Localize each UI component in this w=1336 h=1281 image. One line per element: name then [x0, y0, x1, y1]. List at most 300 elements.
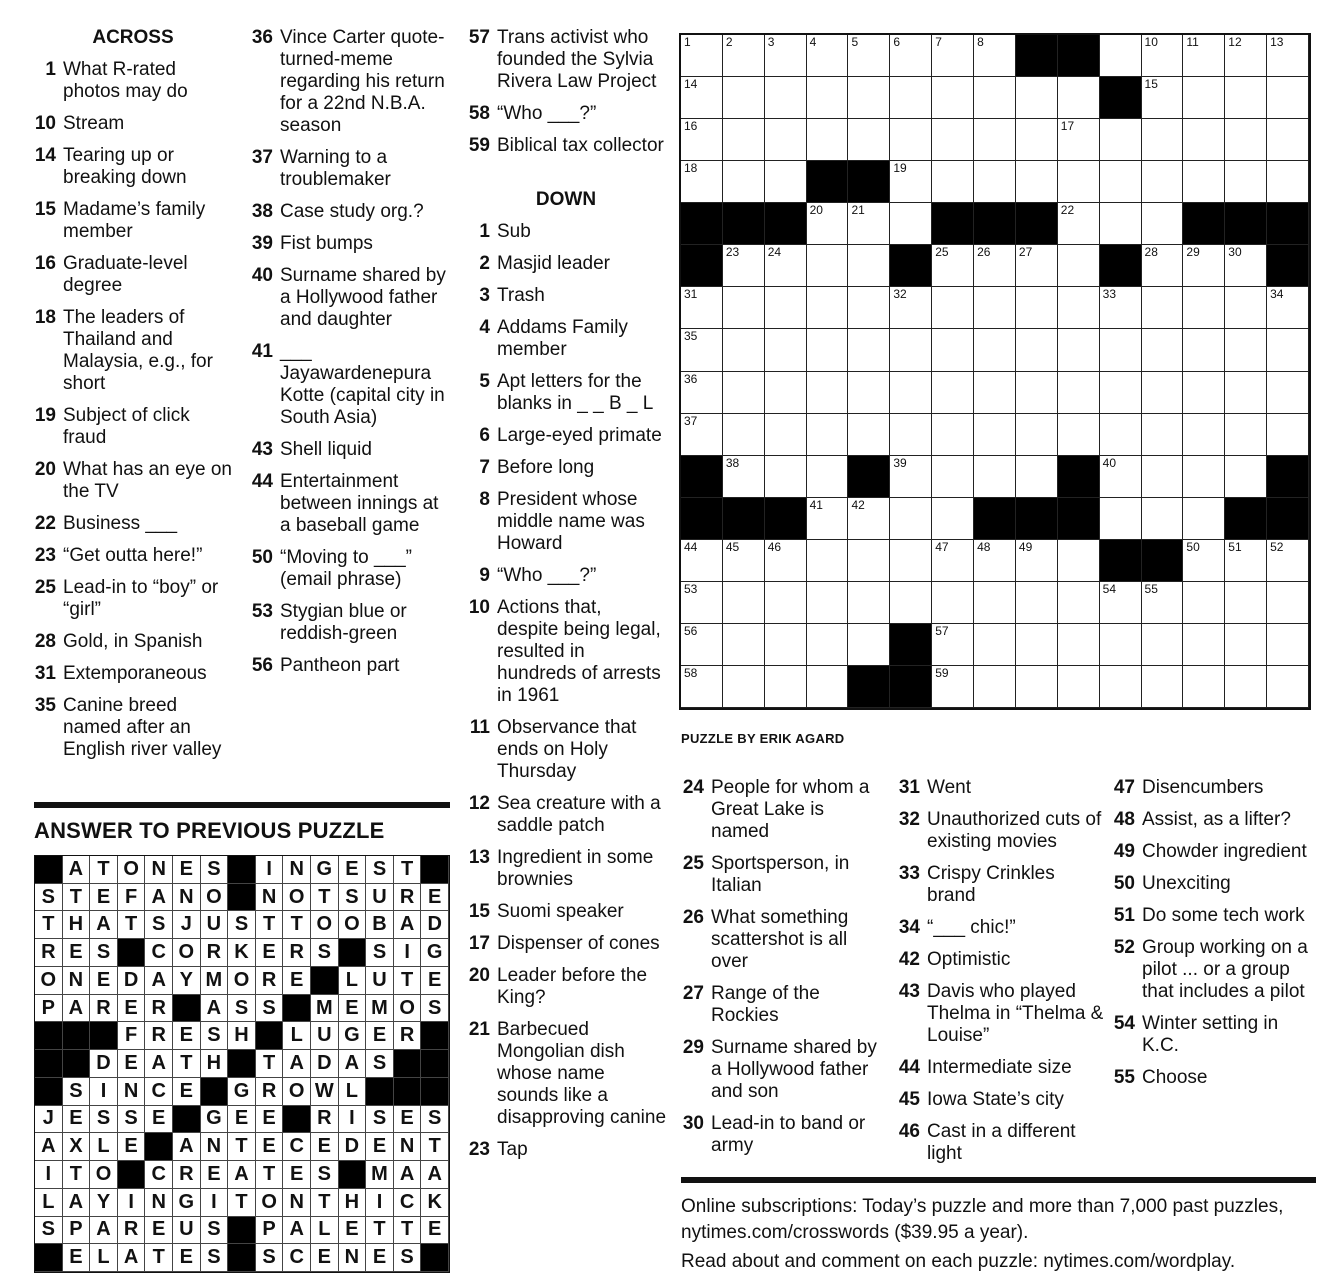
grid-cell[interactable] — [1225, 582, 1267, 624]
grid-cell[interactable] — [681, 119, 723, 161]
clue — [249, 27, 449, 137]
clue — [680, 1037, 885, 1103]
clue-text: Vince Carter quote-turned-meme regarding his return for a 22nd N.B.A. season — [280, 27, 445, 136]
grid-cell[interactable] — [1183, 329, 1225, 371]
grid-cell[interactable] — [1058, 245, 1100, 287]
grid-cell[interactable] — [807, 414, 849, 456]
grid-cell[interactable] — [974, 372, 1016, 414]
grid-cell[interactable] — [807, 624, 849, 666]
clue — [466, 425, 666, 447]
answer-letter: E — [228, 1106, 256, 1134]
grid-cell[interactable] — [974, 456, 1016, 498]
grid-cell[interactable] — [681, 540, 723, 582]
grid-cell[interactable] — [932, 540, 974, 582]
answer-letter: S — [90, 1106, 118, 1134]
grid-cell[interactable] — [765, 540, 807, 582]
grid-cell[interactable] — [723, 287, 765, 329]
grid-cell[interactable] — [1058, 161, 1100, 203]
grid-cell[interactable] — [1267, 77, 1309, 119]
grid-cell[interactable] — [807, 456, 849, 498]
grid-cell[interactable] — [1142, 414, 1184, 456]
grid-cell[interactable] — [932, 456, 974, 498]
clue — [33, 145, 233, 189]
grid-cell[interactable] — [974, 624, 1016, 666]
grid-cell[interactable] — [1100, 624, 1142, 666]
grid-cell[interactable] — [765, 77, 807, 119]
clue — [466, 793, 666, 837]
grid-cell[interactable] — [1100, 456, 1142, 498]
clue — [680, 777, 885, 843]
grid-cell[interactable] — [1016, 582, 1058, 624]
grid-cell[interactable] — [974, 540, 1016, 582]
grid-cell[interactable] — [932, 582, 974, 624]
grid-cell[interactable] — [1142, 456, 1184, 498]
answer-block — [421, 1244, 449, 1272]
grid-block — [1183, 203, 1225, 245]
grid-cell[interactable] — [1267, 372, 1309, 414]
down-clues-col-1 — [466, 221, 666, 1161]
grid-cell[interactable] — [1016, 666, 1058, 708]
grid-cell[interactable] — [1016, 540, 1058, 582]
grid-cell[interactable] — [932, 624, 974, 666]
grid-cell[interactable] — [1267, 582, 1309, 624]
clue — [896, 981, 1106, 1047]
grid-cell[interactable] — [723, 245, 765, 287]
answer-letter: A — [394, 911, 422, 939]
grid-cell[interactable] — [1016, 414, 1058, 456]
grid-cell[interactable] — [848, 582, 890, 624]
across-clues-tail — [466, 27, 666, 157]
answer-letter: T — [118, 911, 146, 939]
grid-cell[interactable] — [848, 35, 890, 77]
grid-cell[interactable] — [1225, 245, 1267, 287]
grid-cell[interactable] — [1142, 161, 1184, 203]
clue — [249, 341, 449, 429]
grid-cell[interactable] — [1225, 456, 1267, 498]
cell-number: 54 — [1102, 581, 1117, 596]
grid-cell[interactable] — [1225, 329, 1267, 371]
clue-text: Gold, in Spanish — [63, 631, 203, 652]
grid-cell[interactable] — [932, 119, 974, 161]
grid-cell[interactable] — [1142, 245, 1184, 287]
grid-cell[interactable] — [807, 498, 849, 540]
grid-cell[interactable] — [765, 624, 807, 666]
clue — [249, 147, 449, 191]
grid-cell[interactable] — [1058, 119, 1100, 161]
answer-letter: Y — [173, 967, 201, 995]
answer-letter: E — [366, 1244, 394, 1272]
clue-number: 52 — [1113, 937, 1135, 958]
clue — [1111, 809, 1316, 831]
grid-cell[interactable] — [723, 540, 765, 582]
grid-block — [1100, 540, 1142, 582]
answer-letter: E — [283, 1161, 311, 1189]
grid-cell[interactable] — [1183, 540, 1225, 582]
grid-cell[interactable] — [1183, 666, 1225, 708]
cell-number: 15 — [1144, 77, 1158, 92]
grid-cell[interactable] — [807, 329, 849, 371]
grid-block — [1100, 245, 1142, 287]
answer-block — [35, 1244, 63, 1272]
clue-number: 11 — [469, 717, 490, 738]
grid-cell[interactable] — [848, 329, 890, 371]
answer-letter: C — [283, 1133, 311, 1161]
grid-cell[interactable] — [1058, 414, 1100, 456]
answer-letter: E — [394, 1106, 422, 1134]
grid-cell[interactable] — [1142, 582, 1184, 624]
grid-cell[interactable] — [1100, 582, 1142, 624]
grid-cell[interactable] — [890, 161, 932, 203]
grid-cell[interactable] — [807, 540, 849, 582]
grid-cell[interactable] — [765, 414, 807, 456]
answer-block — [228, 856, 256, 884]
grid-cell[interactable] — [974, 161, 1016, 203]
grid-cell[interactable] — [890, 414, 932, 456]
grid-cell[interactable] — [890, 372, 932, 414]
grid-cell[interactable] — [974, 414, 1016, 456]
answer-letter: D — [339, 1133, 367, 1161]
clue — [1111, 1013, 1316, 1057]
grid-cell[interactable] — [890, 582, 932, 624]
grid-cell[interactable] — [1058, 329, 1100, 371]
grid-cell[interactable] — [932, 287, 974, 329]
cell-number: 5 — [851, 35, 859, 49]
clue-number: 14 — [34, 145, 56, 166]
grid-cell[interactable] — [1016, 77, 1058, 119]
grid-cell[interactable] — [765, 161, 807, 203]
answer-letter: A — [63, 995, 91, 1023]
clue-number: 10 — [34, 113, 56, 134]
clue — [896, 863, 1106, 907]
clue — [896, 949, 1106, 971]
grid-cell[interactable] — [890, 287, 932, 329]
grid-cell[interactable] — [1142, 666, 1184, 708]
grid-cell[interactable] — [681, 287, 723, 329]
grid-cell[interactable] — [723, 329, 765, 371]
grid-cell[interactable] — [1016, 245, 1058, 287]
grid-cell[interactable] — [1225, 119, 1267, 161]
grid-cell[interactable] — [848, 203, 890, 245]
grid-cell[interactable] — [807, 35, 849, 77]
grid-cell[interactable] — [1267, 624, 1309, 666]
grid-cell[interactable] — [1058, 582, 1100, 624]
grid-cell[interactable] — [848, 119, 890, 161]
grid-cell[interactable] — [1225, 624, 1267, 666]
answer-letter: O — [35, 967, 63, 995]
grid-cell[interactable] — [974, 77, 1016, 119]
answer-letter: E — [173, 1244, 201, 1272]
grid-cell[interactable] — [807, 287, 849, 329]
clue-text: Cast in a different light — [927, 1121, 1076, 1164]
grid-cell[interactable] — [681, 329, 723, 371]
grid-cell[interactable] — [1058, 77, 1100, 119]
grid-cell[interactable] — [807, 119, 849, 161]
grid-cell[interactable] — [1016, 329, 1058, 371]
answer-letter: I — [339, 1106, 367, 1134]
grid-cell[interactable] — [932, 329, 974, 371]
crossword-grid[interactable] — [679, 33, 1311, 710]
grid-cell[interactable] — [807, 203, 849, 245]
grid-cell[interactable] — [890, 203, 932, 245]
grid-cell[interactable] — [1142, 35, 1184, 77]
grid-cell[interactable] — [974, 287, 1016, 329]
grid-cell[interactable] — [723, 77, 765, 119]
grid-cell[interactable] — [1100, 287, 1142, 329]
grid-cell[interactable] — [1267, 329, 1309, 371]
grid-cell[interactable] — [1183, 372, 1225, 414]
grid-cell[interactable] — [974, 329, 1016, 371]
grid-cell[interactable] — [1225, 414, 1267, 456]
grid-cell[interactable] — [1016, 456, 1058, 498]
grid-cell[interactable] — [723, 35, 765, 77]
grid-cell[interactable] — [1100, 161, 1142, 203]
grid-cell[interactable] — [848, 372, 890, 414]
answer-letter: S — [311, 1161, 339, 1189]
grid-cell[interactable] — [890, 540, 932, 582]
grid-cell[interactable] — [1225, 540, 1267, 582]
grid-cell[interactable] — [932, 161, 974, 203]
grid-cell[interactable] — [1100, 666, 1142, 708]
grid-cell[interactable] — [848, 77, 890, 119]
grid-cell[interactable] — [681, 372, 723, 414]
grid-cell[interactable] — [1100, 372, 1142, 414]
grid-cell[interactable] — [1183, 161, 1225, 203]
grid-cell[interactable] — [681, 624, 723, 666]
answer-letter: C — [394, 1189, 422, 1217]
grid-cell[interactable] — [1142, 287, 1184, 329]
grid-cell[interactable] — [765, 666, 807, 708]
grid-cell[interactable] — [1267, 540, 1309, 582]
clue-text: Choose — [1142, 1067, 1208, 1088]
grid-cell[interactable] — [681, 666, 723, 708]
grid-cell[interactable] — [1183, 414, 1225, 456]
grid-cell[interactable] — [1058, 666, 1100, 708]
grid-cell[interactable] — [974, 119, 1016, 161]
answer-block — [421, 1078, 449, 1106]
grid-cell[interactable] — [848, 498, 890, 540]
grid-cell[interactable] — [1100, 498, 1142, 540]
grid-cell[interactable] — [1142, 329, 1184, 371]
grid-cell[interactable] — [1267, 161, 1309, 203]
subscription-info: Online subscriptions: Today’s puzzle and more than 7,000 past puzzles, nytimes.com/crosswords ($39.95 a year). — [681, 1196, 1284, 1243]
grid-cell[interactable] — [723, 372, 765, 414]
grid-cell[interactable] — [1225, 666, 1267, 708]
grid-cell[interactable] — [1225, 77, 1267, 119]
grid-cell[interactable] — [1142, 203, 1184, 245]
clue-number: 3 — [479, 285, 490, 306]
grid-block — [1225, 498, 1267, 540]
grid-cell[interactable] — [723, 456, 765, 498]
answer-letter: S — [421, 1106, 449, 1134]
grid-cell[interactable] — [974, 245, 1016, 287]
clue — [466, 565, 666, 587]
grid-cell[interactable] — [765, 119, 807, 161]
grid-cell[interactable] — [890, 77, 932, 119]
grid-block — [848, 456, 890, 498]
grid-cell[interactable] — [848, 245, 890, 287]
grid-cell[interactable] — [1225, 161, 1267, 203]
grid-cell[interactable] — [1058, 203, 1100, 245]
grid-cell[interactable] — [1225, 35, 1267, 77]
grid-cell[interactable] — [974, 35, 1016, 77]
grid-cell[interactable] — [1016, 119, 1058, 161]
grid-cell[interactable] — [932, 35, 974, 77]
clue-number: 35 — [34, 695, 56, 716]
grid-cell[interactable] — [723, 582, 765, 624]
grid-cell[interactable] — [1058, 372, 1100, 414]
clue-text: Tap — [497, 1139, 528, 1160]
clue-text: Sea creature with a saddle patch — [497, 793, 661, 836]
grid-cell[interactable] — [681, 161, 723, 203]
grid-cell[interactable] — [932, 498, 974, 540]
answer-letter: O — [90, 1161, 118, 1189]
grid-cell[interactable] — [848, 624, 890, 666]
puzzle-byline: PUZZLE BY ERIK AGARD — [681, 731, 845, 746]
grid-cell[interactable] — [1100, 414, 1142, 456]
answer-letter: U — [201, 911, 229, 939]
clue — [680, 1113, 885, 1157]
grid-cell[interactable] — [932, 372, 974, 414]
grid-cell[interactable] — [890, 456, 932, 498]
grid-cell[interactable] — [1100, 119, 1142, 161]
grid-cell[interactable] — [848, 540, 890, 582]
grid-cell[interactable] — [974, 582, 1016, 624]
grid-cell[interactable] — [1142, 77, 1184, 119]
grid-cell[interactable] — [723, 414, 765, 456]
grid-cell[interactable] — [807, 245, 849, 287]
grid-cell[interactable] — [723, 161, 765, 203]
clue-text: People for whom a Great Lake is named — [711, 777, 870, 842]
clue — [249, 655, 449, 677]
grid-cell[interactable] — [1267, 119, 1309, 161]
clue-text: Unauthorized cuts of existing movies — [927, 809, 1102, 852]
grid-cell[interactable] — [974, 666, 1016, 708]
grid-cell[interactable] — [1016, 287, 1058, 329]
grid-cell[interactable] — [932, 77, 974, 119]
grid-cell[interactable] — [765, 456, 807, 498]
grid-cell[interactable] — [765, 35, 807, 77]
clue-text: Case study org.? — [280, 201, 424, 222]
grid-cell[interactable] — [932, 666, 974, 708]
grid-cell[interactable] — [765, 329, 807, 371]
answer-letter: G — [311, 856, 339, 884]
grid-cell[interactable] — [890, 35, 932, 77]
grid-cell[interactable] — [1142, 498, 1184, 540]
answer-letter: A — [63, 856, 91, 884]
grid-cell[interactable] — [1267, 666, 1309, 708]
answer-letter: D — [421, 911, 449, 939]
grid-cell[interactable] — [1100, 35, 1142, 77]
grid-cell[interactable] — [1058, 287, 1100, 329]
grid-cell[interactable] — [1142, 119, 1184, 161]
cell-number: 42 — [851, 497, 865, 512]
cell-number: 6 — [893, 35, 901, 49]
cell-number: 32 — [893, 287, 907, 302]
answer-letter: K — [421, 1189, 449, 1217]
grid-cell[interactable] — [1183, 77, 1225, 119]
answer-letter: S — [63, 1078, 91, 1106]
grid-cell[interactable] — [1058, 624, 1100, 666]
grid-cell[interactable] — [723, 666, 765, 708]
grid-cell[interactable] — [807, 77, 849, 119]
grid-block — [890, 624, 932, 666]
grid-cell[interactable] — [681, 35, 723, 77]
grid-cell[interactable] — [765, 582, 807, 624]
grid-cell[interactable] — [932, 245, 974, 287]
grid-cell[interactable] — [765, 372, 807, 414]
clue-number: 26 — [682, 907, 704, 928]
grid-cell[interactable] — [723, 119, 765, 161]
grid-block — [848, 161, 890, 203]
grid-cell[interactable] — [890, 119, 932, 161]
clue-number: 20 — [34, 459, 56, 480]
grid-cell[interactable] — [1225, 372, 1267, 414]
grid-cell[interactable] — [1100, 203, 1142, 245]
grid-block — [681, 245, 723, 287]
grid-cell[interactable] — [1016, 624, 1058, 666]
grid-cell[interactable] — [1100, 329, 1142, 371]
clue-text: Range of the Rockies — [711, 983, 820, 1026]
clue-number: 1 — [479, 221, 490, 242]
clue-number: 20 — [468, 965, 490, 986]
grid-cell[interactable] — [1267, 287, 1309, 329]
answer-letter: I — [256, 856, 284, 884]
grid-cell[interactable] — [848, 414, 890, 456]
grid-cell[interactable] — [1183, 456, 1225, 498]
answer-letter: S — [256, 1244, 284, 1272]
grid-cell[interactable] — [681, 77, 723, 119]
grid-cell[interactable] — [890, 329, 932, 371]
grid-cell[interactable] — [1142, 372, 1184, 414]
grid-cell[interactable] — [1183, 35, 1225, 77]
grid-cell[interactable] — [1142, 624, 1184, 666]
clue-number: 9 — [479, 565, 490, 586]
answer-block — [339, 939, 367, 967]
grid-cell[interactable] — [1225, 287, 1267, 329]
grid-cell[interactable] — [848, 287, 890, 329]
grid-cell[interactable] — [1058, 540, 1100, 582]
clue — [896, 1089, 1106, 1111]
grid-cell[interactable] — [1183, 498, 1225, 540]
grid-cell[interactable] — [932, 414, 974, 456]
grid-cell[interactable] — [1183, 287, 1225, 329]
grid-cell[interactable] — [723, 624, 765, 666]
clue-text: Crispy Crinkles brand — [927, 863, 1055, 906]
grid-cell[interactable] — [681, 414, 723, 456]
section-divider — [34, 802, 450, 808]
grid-cell[interactable] — [807, 372, 849, 414]
grid-cell[interactable] — [1267, 35, 1309, 77]
grid-cell[interactable] — [1016, 161, 1058, 203]
clue-number: 43 — [251, 439, 273, 460]
answer-letter: H — [63, 911, 91, 939]
answer-letter: L — [90, 1244, 118, 1272]
clue — [466, 103, 666, 125]
grid-cell[interactable] — [1267, 414, 1309, 456]
clue — [33, 631, 233, 653]
grid-cell[interactable] — [1183, 582, 1225, 624]
grid-cell[interactable] — [1183, 245, 1225, 287]
grid-cell[interactable] — [807, 582, 849, 624]
grid-cell[interactable] — [1016, 372, 1058, 414]
grid-cell[interactable] — [681, 582, 723, 624]
grid-cell[interactable] — [1183, 119, 1225, 161]
grid-cell[interactable] — [890, 498, 932, 540]
grid-cell[interactable] — [765, 287, 807, 329]
grid-cell[interactable] — [765, 245, 807, 287]
grid-cell[interactable] — [807, 666, 849, 708]
grid-cell[interactable] — [1183, 624, 1225, 666]
